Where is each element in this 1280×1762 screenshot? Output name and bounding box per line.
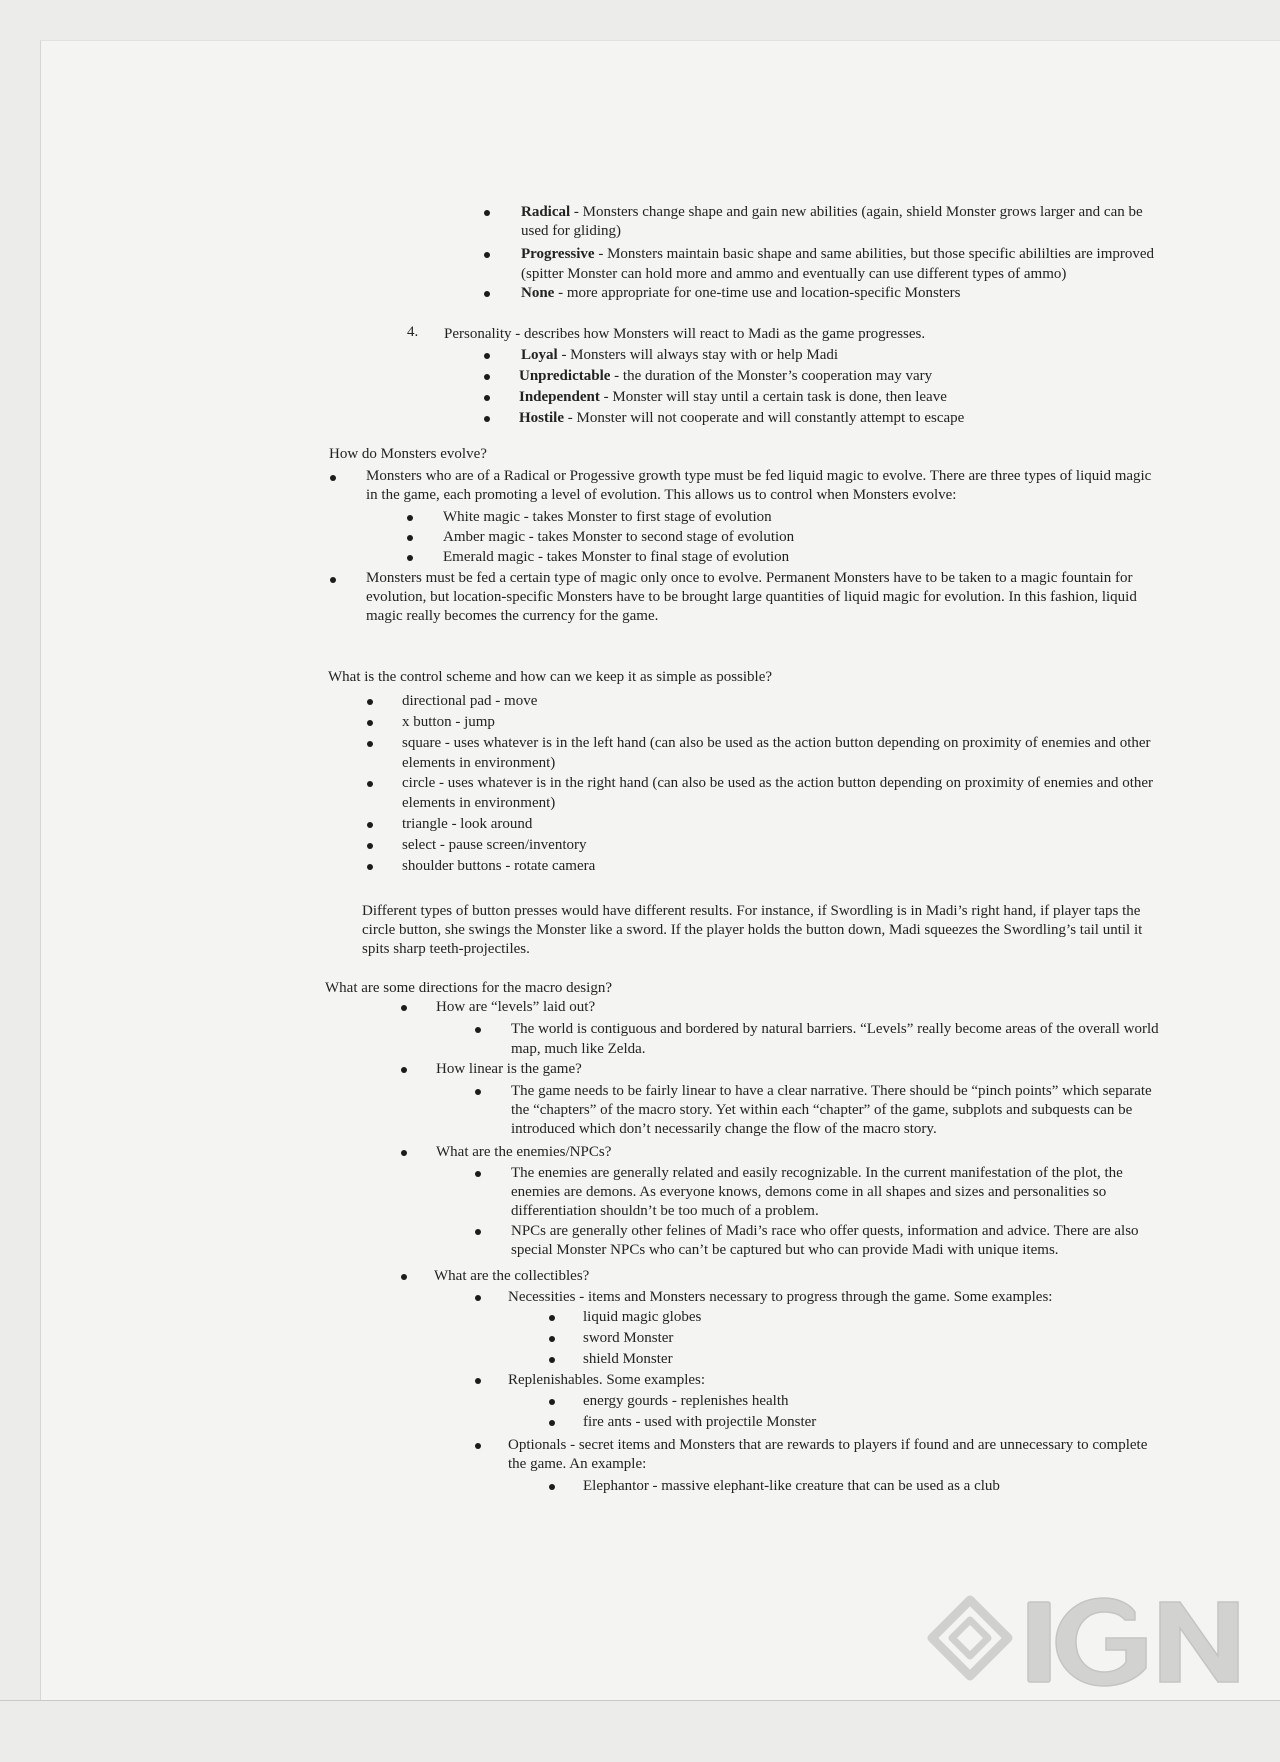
collectibles-necessities: Necessities - items and Monsters necessary to progress through the game. Some examples: <box>508 1289 1053 1305</box>
personality-hostile: Hostile - Monster will not cooperate and will constantly attempt to escape <box>519 410 965 426</box>
evolve-paragraph-2-line-2: evolution, but location-specific Monsters have to be brought large quantities of liquid magic for evolution. In this fashion, liquid <box>366 589 1137 605</box>
question-collectibles: What are the collectibles? <box>434 1268 590 1284</box>
bullet <box>484 395 490 401</box>
optional-item: Elephantor - massive elephant-like creature that can be used as a club <box>583 1478 1000 1494</box>
bullet <box>367 699 373 705</box>
bullet <box>475 1295 481 1301</box>
section-heading-evolve: How do Monsters evolve? <box>329 446 487 462</box>
bullet <box>401 1005 407 1011</box>
replenishable-item: fire ants - used with projectile Monster <box>583 1414 817 1430</box>
control-select: select - pause screen/inventory <box>402 837 587 853</box>
magic-white: White magic - takes Monster to first stage of evolution <box>443 509 772 525</box>
bullet <box>407 535 413 541</box>
growth-none: None - more appropriate for one-time use and location-specific Monsters <box>521 285 961 301</box>
growth-progressive-cont: (spitter Monster can hold more and ammo and eventually can use different types of ammo) <box>521 266 1067 282</box>
answer-levels-line-1: The world is contiguous and bordered by natural barriers. “Levels” really become areas of the overall world <box>511 1021 1159 1037</box>
answer-levels-line-2: map, much like Zelda. <box>511 1041 646 1057</box>
bullet <box>475 1027 481 1033</box>
evolve-paragraph-1-line-2: in the game, each promoting a level of evolution. This allows us to control when Monsters evolve: <box>366 487 957 503</box>
personality-intro: Personality - describes how Monsters will react to Madi as the game progresses. <box>444 326 926 342</box>
bullet <box>367 720 373 726</box>
personality-independent: Independent - Monster will stay until a certain task is done, then leave <box>519 389 947 405</box>
growth-progressive: Progressive - Monsters maintain basic shape and same abilities, but those specific abililties are improved <box>521 246 1155 262</box>
bullet <box>549 1420 555 1426</box>
collectibles-optionals-line-1: Optionals - secret items and Monsters that are rewards to players if found and are unnecessary to complete <box>508 1437 1148 1453</box>
control-square-cont: elements in environment) <box>402 755 556 771</box>
controls-note-line-1: Different types of button presses would have different results. For instance, if Swordling is in Madi’s right hand, if player taps the <box>362 903 1141 919</box>
personality-loyal: Loyal - Monsters will always stay with or help Madi <box>521 347 839 363</box>
section-heading-macro: What are some directions for the macro design? <box>325 980 612 996</box>
answer-enemies-line-3: differentiation shouldn’t be too much of a problem. <box>511 1203 819 1219</box>
bullet <box>367 781 373 787</box>
bullet <box>549 1315 555 1321</box>
answer-linear-line-1: The game needs to be fairly linear to have a clear narrative. There should be “pinch points” which separate <box>511 1083 1152 1099</box>
evolve-paragraph-2-line-1: Monsters must be fed a certain type of magic only once to evolve. Permanent Monsters have to be taken to a magic fountain for <box>366 570 1133 586</box>
ign-emblem-icon <box>932 1600 1008 1676</box>
bullet <box>549 1357 555 1363</box>
scan-bottom-margin <box>0 1700 1280 1762</box>
control-square: square - uses whatever is in the left hand (can also be used as the action button depending on proximity of enemies and other <box>402 735 1151 751</box>
controls-note-line-2: circle button, she swings the Monster like a sword. If the player holds the button down, Madi squeezes the Swordling’s tail until it <box>362 922 1143 938</box>
control-shoulder: shoulder buttons - rotate camera <box>402 858 596 874</box>
control-triangle: triangle - look around <box>402 816 533 832</box>
bullet <box>549 1399 555 1405</box>
bullet <box>475 1171 481 1177</box>
control-circle: circle - uses whatever is in the right hand (can also be used as the action button depending on proximity of enemies and other <box>402 775 1154 791</box>
answer-npcs-line-2: special Monster NPCs who can’t be captured but who can provide Madi with unique items. <box>511 1242 1059 1258</box>
bullet <box>407 515 413 521</box>
bullet <box>484 210 490 216</box>
bullet <box>401 1274 407 1280</box>
answer-npcs-line-1: NPCs are generally other felines of Madi’s race who offer quests, information and advice. There are also <box>511 1223 1139 1239</box>
bullet <box>484 374 490 380</box>
growth-radical-cont: used for gliding) <box>521 223 621 239</box>
bullet <box>407 555 413 561</box>
bullet <box>475 1378 481 1384</box>
bullet <box>330 577 336 583</box>
collectibles-optionals-line-2: the game. An example: <box>508 1456 647 1472</box>
bullet <box>401 1150 407 1156</box>
bullet <box>475 1089 481 1095</box>
bullet <box>330 475 336 481</box>
bullet <box>549 1336 555 1342</box>
bullet <box>367 843 373 849</box>
necessity-item: shield Monster <box>583 1351 673 1367</box>
answer-enemies-line-2: enemies are demons. As everyone knows, demons come in all shapes and sizes and personalities so <box>511 1184 1107 1200</box>
control-circle-cont: elements in environment) <box>402 795 556 811</box>
bullet <box>484 416 490 422</box>
control-x-button: x button - jump <box>402 714 495 730</box>
collectibles-replenishables: Replenishables. Some examples: <box>508 1372 706 1388</box>
ign-watermark-logo <box>920 1588 1260 1698</box>
necessity-item: sword Monster <box>583 1330 674 1346</box>
evolve-paragraph-1-line-1: Monsters who are of a Radical or Progessive growth type must be fed liquid magic to evolve. There are three types of liquid magic <box>366 468 1152 484</box>
bullet <box>475 1229 481 1235</box>
section-heading-controls: What is the control scheme and how can we keep it as simple as possible? <box>328 669 773 685</box>
personality-unpredictable: Unpredictable - the duration of the Monster’s cooperation may vary <box>519 368 933 384</box>
question-enemies: What are the enemies/NPCs? <box>436 1144 612 1160</box>
answer-linear-line-3: introduced which don’t necessarily change the flow of the macro story. <box>511 1121 937 1137</box>
bullet <box>475 1443 481 1449</box>
bullet <box>484 291 490 297</box>
controls-note-line-3: spits sharp teeth-projectiles. <box>362 941 530 957</box>
answer-linear-line-2: the “chapters” of the macro story. Yet within each “chapter” of the game, subplots and subquests can be <box>511 1102 1133 1118</box>
bullet <box>549 1484 555 1490</box>
magic-emerald: Emerald magic - takes Monster to final stage of evolution <box>443 549 790 565</box>
bullet <box>484 252 490 258</box>
question-levels: How are “levels” laid out? <box>436 999 596 1015</box>
bullet <box>484 353 490 359</box>
magic-amber: Amber magic - takes Monster to second stage of evolution <box>443 529 795 545</box>
answer-enemies-line-1: The enemies are generally related and easily recognizable. In the current manifestation of the plot, the <box>511 1165 1123 1181</box>
necessity-item: liquid magic globes <box>583 1309 702 1325</box>
growth-radical: Radical - Monsters change shape and gain new abilities (again, shield Monster grows larger and can be <box>521 204 1143 220</box>
evolve-paragraph-2-line-3: magic really becomes the currency for the game. <box>366 608 659 624</box>
bullet <box>401 1067 407 1073</box>
bullet <box>367 741 373 747</box>
list-number: 4. <box>407 324 419 340</box>
bullet <box>367 864 373 870</box>
replenishable-item: energy gourds - replenishes health <box>583 1393 789 1409</box>
bullet <box>367 822 373 828</box>
question-linear: How linear is the game? <box>436 1061 582 1077</box>
control-dpad: directional pad - move <box>402 693 538 709</box>
